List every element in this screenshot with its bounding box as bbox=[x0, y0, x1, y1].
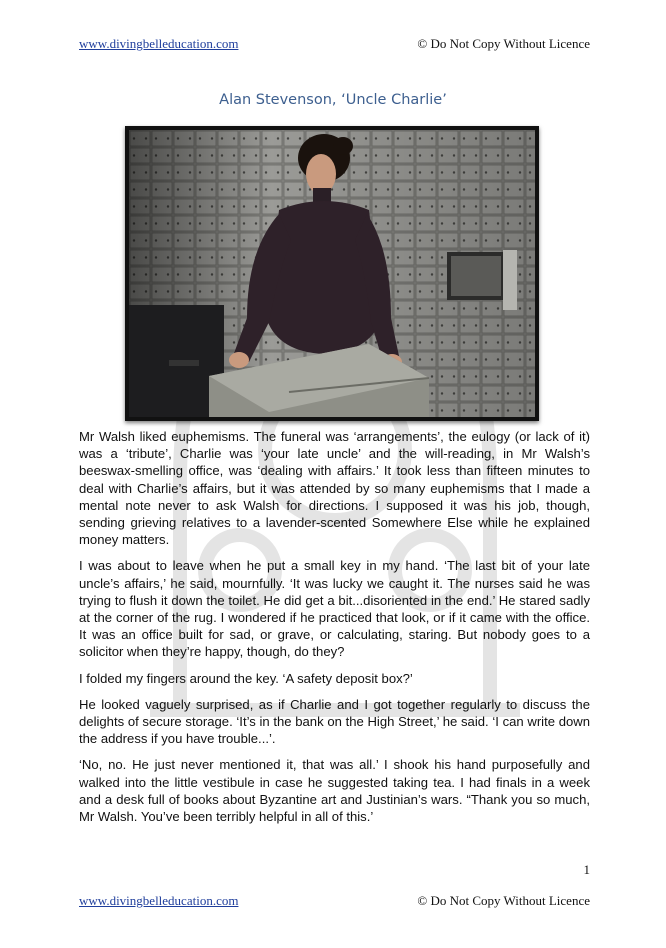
header-copyright-notice: © Do Not Copy Without Licence bbox=[417, 36, 590, 51]
footer-copyright-notice: © Do Not Copy Without Licence bbox=[417, 893, 590, 908]
story-body bbox=[79, 428, 590, 834]
story-photo bbox=[125, 126, 539, 421]
page-footer bbox=[79, 893, 590, 909]
paragraph: I folded my fingers around the key. ‘A safety deposit box?’ bbox=[79, 670, 413, 686]
story-title: Alan Stevenson, ‘Uncle Charlie’ bbox=[219, 92, 447, 108]
paragraph: I was about to leave when he put a small key in my hand. ‘The last bit of your late uncle’s affairs,’ he said, mournfully. ‘It was lucky we caught it. The nurses said he was trying to flush it down the toilet. He did get a bit...disoriented in the end.’ He stared sadly at the corner of the rug. I wondered if he practiced that look, or if it came with the office. It was an office built for sad, or grave, or calculating, staring. But nobody goes to a solicitor when they’re happy, though, do they? bbox=[79, 558, 590, 660]
footer-site-link[interactable]: www.divingbelleducation.com bbox=[79, 893, 239, 908]
paragraph: Mr Walsh liked euphemisms. The funeral was ‘arrangements’, the eulogy (or lack of it) was a ‘tribute’, Charlie was ‘your late uncle’ and the will-reading, in Mr Walsh’s beeswax-smelling office, was ‘dealing with affairs.’ It took less than fifteen minutes to deal with Charlie’s affairs, but it was attended by so many euphemisms that I made a mental note never to ask Walsh for directions. I supposed it was his job, though, sending grieving relatives to a lavender-scented Somewhere Else while he explained money matters. bbox=[79, 429, 590, 548]
paragraph: ‘No, no. He just never mentioned it, that was all.’ I shook his hand purposefully and walked into the little vestibule in case he suggested taking tea. I had finals in a week and a desk full of books about Byzantine art and Justinian’s wars. “Thank you so much, Mr Walsh. You’ve been terribly helpful in all of this.’ bbox=[79, 757, 590, 825]
header-site-link[interactable]: www.divingbelleducation.com bbox=[79, 36, 239, 51]
paragraph: He looked vaguely surprised, as if Charlie and I got together regularly to discuss the delights of secure storage. ‘It’s in the bank on the High Street,’ he said. ‘I can write down the address if you have trouble...’. bbox=[79, 696, 590, 747]
vault-scene-image bbox=[129, 130, 535, 417]
page-header bbox=[79, 36, 590, 52]
page-number: 1 bbox=[583, 862, 590, 877]
